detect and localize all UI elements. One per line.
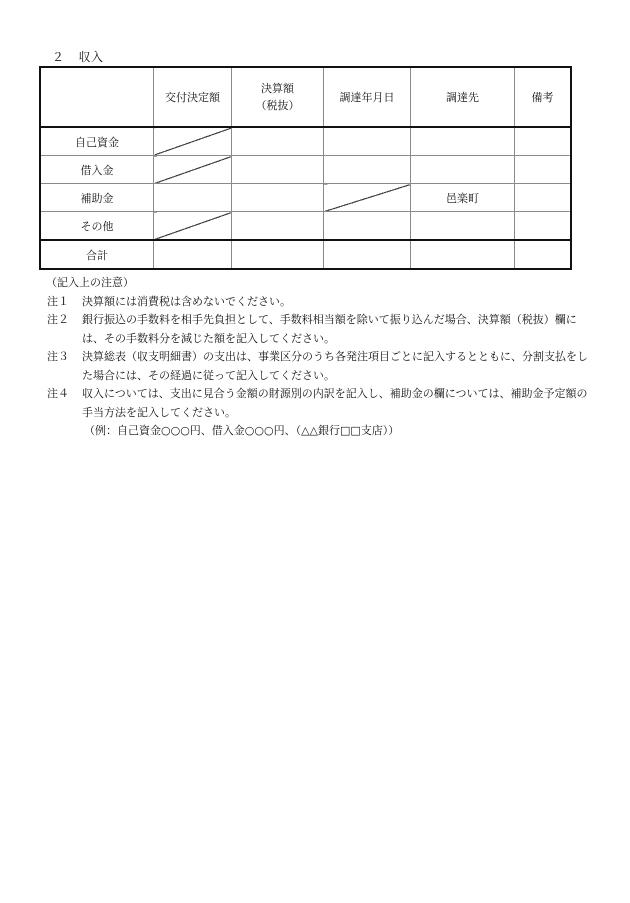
row-label-other: その他 [41,212,154,241]
row-label-total: 合計 [41,240,154,269]
section-heading [52,48,104,65]
header-procurement-date: 調達年月日 [324,68,411,128]
table-cell [515,184,571,212]
table-cell [232,240,324,269]
note-label: 注３ [47,350,69,363]
total-row [41,240,571,269]
diagonal-cell [154,127,232,156]
supplier-cell: 邑楽町 [411,184,515,212]
note-item [40,311,595,348]
table-cell [515,212,571,241]
note-example: （例：自己資金○○○円、借入金○○○円、（△△銀行□□支店）） [84,424,400,437]
table-row [41,212,571,241]
note-label: 注４ [47,387,69,400]
row-label-own-funds: 自己資金 [41,127,154,156]
note-text: 収入については、支出に見合う金額の財源別の内訳を記入し、補助金の欄については、補助金予定額の手当方法を記入してください。 [82,387,588,419]
note-text: 銀行振込の手数料を相手先負担として、手数料相当額を除いて振り込んだ場合、決算額（税抜）欄には、その手数料分を減じた額を記入してください。 [82,313,577,345]
table-row [41,156,571,184]
note-text: 決算総表（収支明細書）の支出は、事業区分のうち各発注項目ごとに記入するとともに、分割支払をした場合には、その経過に従って記入してください。 [82,350,588,382]
notes-section [40,274,595,441]
note-item [40,348,595,385]
table-cell [411,156,515,184]
note-item [40,293,595,312]
table-row [41,127,571,156]
table-cell [154,240,232,269]
table-cell [411,240,515,269]
section-number: ２ [52,50,65,64]
table-header-row [41,68,571,128]
income-table [40,67,571,269]
note-label: 注２ [47,313,69,326]
table-cell [154,184,232,212]
header-supplier: 調達先 [411,68,515,128]
table-cell [324,156,411,184]
diagonal-cell [154,156,232,184]
table-cell [324,212,411,241]
table-cell [515,127,571,156]
table-cell [232,184,324,212]
diagonal-cell [324,184,411,212]
table-row [41,184,571,212]
note-text: 決算額には消費税は含めないでください。 [82,294,291,308]
header-blank [41,68,154,128]
header-settlement-amount [232,68,324,128]
table-cell [324,127,411,156]
table-cell [324,240,411,269]
notes-title: （記入上の注意） [46,276,134,289]
note-label: 注１ [47,294,69,308]
row-label-subsidy: 補助金 [41,184,154,212]
row-label-loan: 借入金 [41,156,154,184]
table-cell [515,240,571,269]
note-item [40,385,595,422]
table-cell [411,127,515,156]
table-cell [232,212,324,241]
table-cell [411,212,515,241]
header-remarks: 備考 [515,68,571,128]
diagonal-cell [154,212,232,241]
table-cell [232,156,324,184]
header-grant-decision-amount: 交付決定額 [154,68,232,128]
table-cell [232,127,324,156]
table-cell [515,156,571,184]
header-settlement-amount-text: 決算額 （税抜） [255,82,300,112]
section-title: 収入 [78,50,104,64]
